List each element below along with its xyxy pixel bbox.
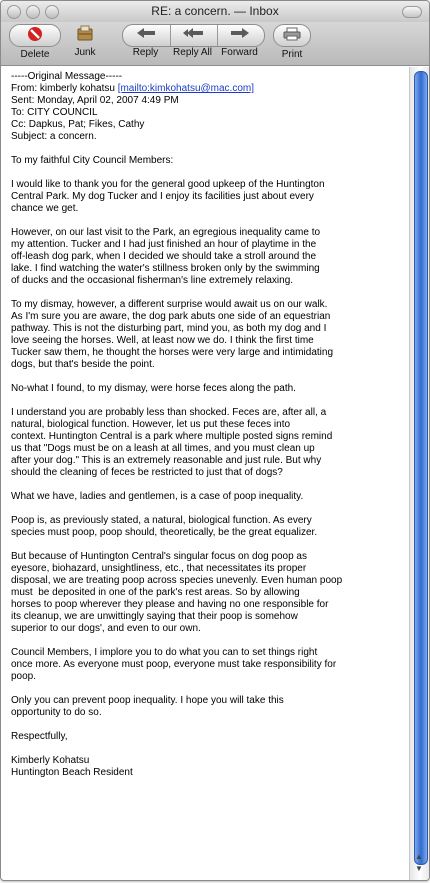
- print-icon: [283, 27, 301, 44]
- forward-label: Forward: [221, 47, 258, 58]
- forward-icon: [230, 27, 250, 42]
- from-line: [11, 83, 409, 95]
- junk-icon: [76, 24, 94, 45]
- junk-label: Junk: [74, 47, 96, 58]
- vertical-scrollbar[interactable]: [409, 67, 430, 880]
- body-paragraph: I would like to thank you for the general good upkeep of the Huntington Central Park. My dog Tucker and I enjoy its facilities just about every chance we get.: [11, 179, 325, 214]
- delete-button[interactable]: [9, 24, 61, 61]
- reply-all-button[interactable]: [169, 24, 216, 59]
- message-body: [1, 155, 403, 779]
- body-paragraph: However, on our last visit to the Park, an egregious inequality came to my attention. Tucker and I had just finished an hour of playtime in the off-leash dog park, when I decided we should take a stroll around the lake. I find watching the water's stillness broken only by the swimming of ducks and the occasional fisherman's line extremely relaxing.: [11, 227, 321, 286]
- cc-line: Cc: Dapkus, Pat; Fikes, Cathy: [11, 119, 145, 130]
- to-line: To: CITY COUNCIL: [11, 107, 98, 118]
- salutation: To my faithful City Council Members:: [11, 155, 174, 166]
- body-paragraph: No-what I found, to my dismay, were horse feces along the path.: [11, 383, 296, 394]
- from-text: From: kimberly kohatsu: [11, 83, 118, 94]
- body-paragraph: Council Members, I implore you to do what you can to set things right once more. As everyone must poop, everyone must take responsibility for poop.: [11, 647, 337, 682]
- reply-button[interactable]: [122, 24, 169, 59]
- print-button[interactable]: [273, 24, 311, 61]
- junk-button[interactable]: [67, 24, 103, 59]
- zoom-window-button[interactable]: [45, 5, 59, 19]
- scroll-down-arrow-icon[interactable]: ▼: [415, 864, 423, 873]
- reply-all-icon: [182, 27, 204, 42]
- body-paragraph: What we have, ladies and gentlemen, is a case of poop inequality.: [11, 491, 304, 502]
- reply-label: Reply: [132, 47, 159, 58]
- sent-line: Sent: Monday, April 02, 2007 4:49 PM: [11, 95, 179, 106]
- message-view: [1, 67, 409, 880]
- title-bar: [1, 1, 429, 22]
- print-label: Print: [281, 49, 303, 60]
- delete-label: Delete: [20, 49, 50, 60]
- window-controls: [7, 5, 59, 19]
- minimize-window-button[interactable]: [26, 5, 40, 19]
- toolbar: [1, 22, 429, 66]
- body-paragraph: Only you can prevent poop inequality. I hope you will take this opportunity to do so.: [11, 695, 284, 718]
- reply-icon: [136, 27, 156, 42]
- original-message-line: -----Original Message-----: [11, 71, 123, 82]
- window-title: RE: a concern. — Inbox: [151, 4, 279, 18]
- closing: Respectfully,: [11, 731, 68, 742]
- reply-all-label: Reply All: [173, 47, 212, 58]
- subject-line: Subject: a concern.: [11, 131, 97, 142]
- toolbar-toggle-button[interactable]: [402, 6, 422, 18]
- body-paragraph: To my dismay, however, a different surprise would await us on our walk. As I'm sure you are aware, the dog park abuts one side of an equestrian pathway. This is not the disturbing part, mind you, as both my dog and I love seeing the horses. Well, at least now we do. I think the first time Tucker saw them, he thought the horses were very large and intimidating dogs, but that's beside the point.: [11, 299, 334, 370]
- scrollbar-thumb[interactable]: [414, 71, 428, 865]
- body-paragraph: I understand you are probably less than shocked. Feces are, after all, a natural, biological function. However, let us put these feces into context. Huntington Central is a park where multiple posted signs remind us that "Dogs must be on a leash at all times, and you must clean up after your dog." This is an extremely reasonable and just rule. But why should the cleaning of feces be restricted to just that of dogs?: [11, 407, 333, 478]
- delete-icon: [27, 26, 43, 45]
- message-headers: [1, 67, 409, 143]
- forward-button[interactable]: [216, 24, 263, 59]
- scroll-up-arrow-icon[interactable]: ▲: [415, 852, 423, 861]
- body-paragraph: But because of Huntington Central's singular focus on dog poop as eyesore, biohazard, unsightliness, etc., that necessitates its proper disposal, we are treating poop across species unevenly. Even human poop must be deposited in one of the park's rest areas. So by allowing horses to poop wherever they please and having no one responsible for its cleanup, we are unwittingly saying that their poop is somehow superior to our dogs', and even to our own.: [11, 551, 343, 634]
- body-paragraph: Poop is, as previously stated, a natural, biological function. As every species must poop, poop should, theoretically, be the great equalizer.: [11, 515, 318, 538]
- signature: Kimberly Kohatsu Huntington Beach Resident: [11, 755, 133, 778]
- close-window-button[interactable]: [7, 5, 21, 19]
- sender-email-link[interactable]: [mailto:kimkohatsu@mac.com]: [117, 83, 255, 94]
